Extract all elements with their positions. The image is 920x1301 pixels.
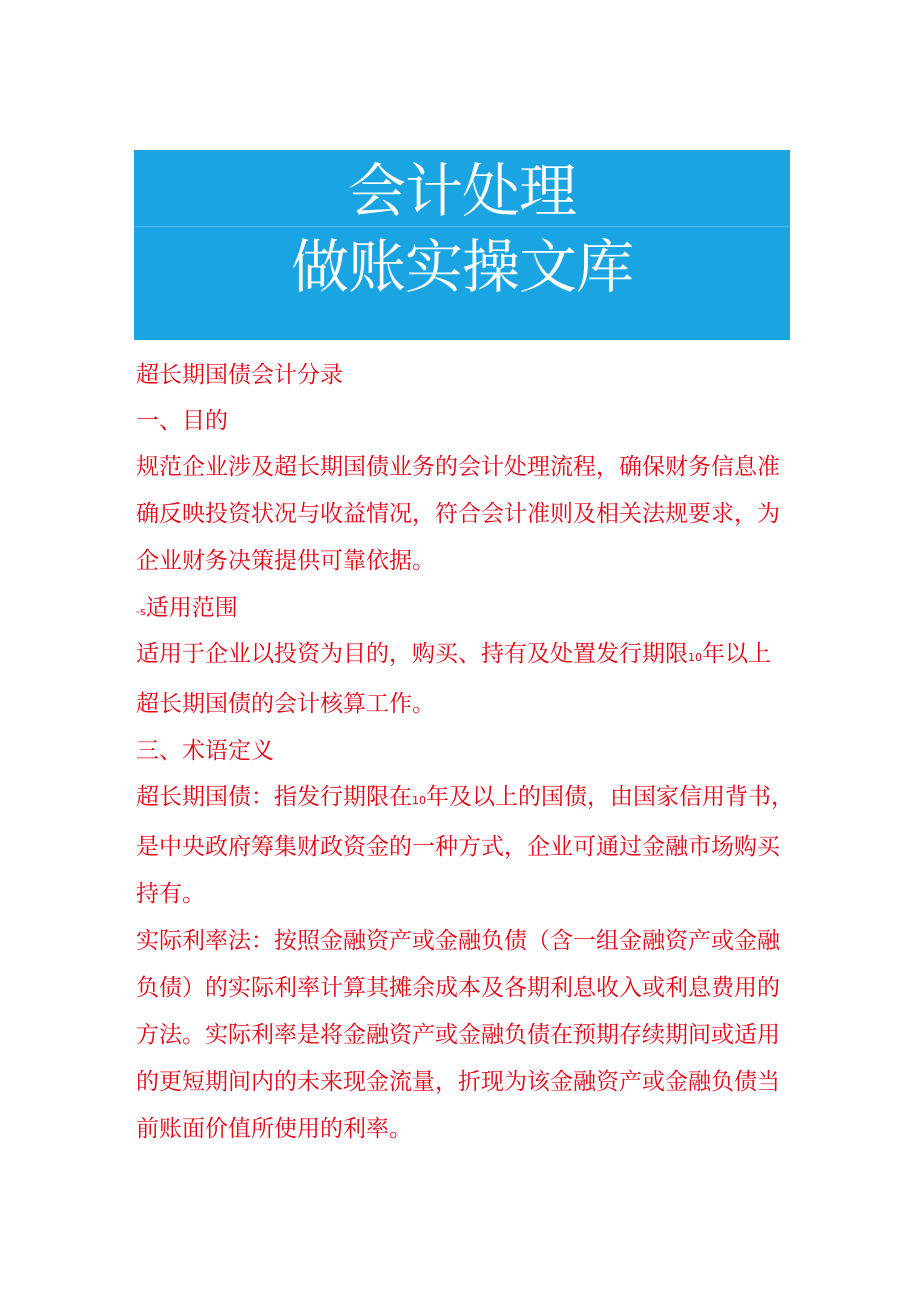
term-definition-effective-interest: 实际利率法：按照金融资产或金融负债（含一组金融资产或金融 负债）的实际利率计算其摊余成本及各期利息收入或利息费用的 方法。实际利率是将金融资产或金融负债在预期存续期间或适用 的更短期间内的未来现金流量，折现为该金融资产或金融负债当 前账面价值所使用的利率。 bbox=[136, 928, 780, 1142]
document-title: 超长期国债会计分录 bbox=[136, 362, 343, 388]
section-heading-scope-label: 适用范围 bbox=[145, 595, 238, 621]
term1-text-a: 超长期国债：指发行期限在 bbox=[136, 784, 412, 810]
term1-years-number: 10 bbox=[412, 794, 426, 807]
scope-text-b: 年以上 超长期国债的会计核算工作。 bbox=[136, 641, 771, 717]
banner-title-line2: 做账实操文库 bbox=[290, 233, 633, 301]
section-heading-terms: 三、术语定义 bbox=[136, 738, 274, 764]
banner-title-line1: 会计处理 bbox=[347, 157, 576, 225]
section-heading-purpose: 一、目的 bbox=[136, 408, 228, 434]
section-body-scope bbox=[136, 631, 796, 728]
banner-divider bbox=[134, 226, 790, 227]
section-heading-scope bbox=[136, 585, 796, 631]
section-number-glyph: -s bbox=[136, 605, 146, 618]
document-body bbox=[136, 352, 796, 1153]
scope-text-a: 适用于企业以投资为目的，购买、持有及处置发行期限 bbox=[136, 641, 688, 667]
term-definition-ultra-long-bond bbox=[136, 774, 796, 918]
scope-years-number: 10 bbox=[688, 651, 702, 664]
term1-text-b: 年及以上的国债，由国家信用背书， 是中央政府筹集财政资金的一种方式，企业可通过金融市场购买 持有。 bbox=[136, 784, 794, 907]
section-body-purpose: 规范企业涉及超长期国债业务的会计处理流程，确保财务信息准 确反映投资状况与收益情况，符合会计准则及相关法规要求，为 企业财务决策提供可靠依据。 bbox=[136, 454, 780, 574]
